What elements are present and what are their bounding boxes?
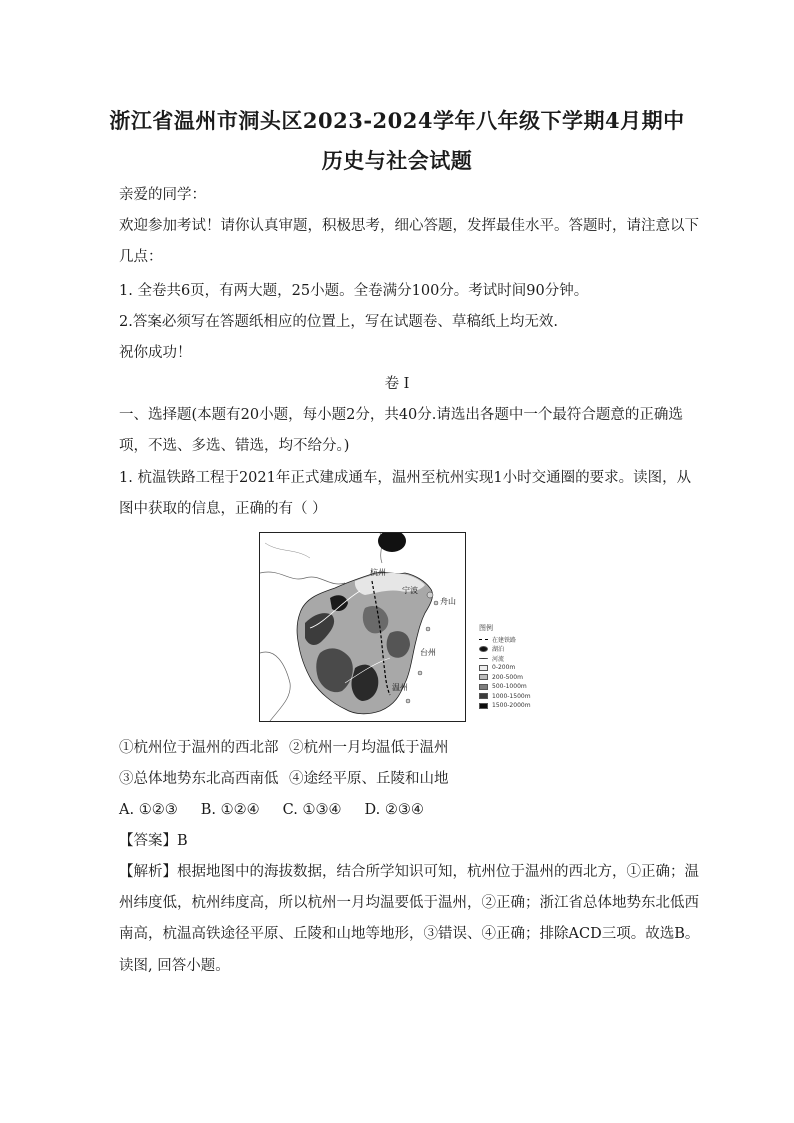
legend-title: 图例 — [479, 624, 493, 632]
section-heading-line-1: 一、选择题(本题有20小题，每小题2分，共40分.请选出各题中一个最符合题意的正确选 — [119, 407, 683, 423]
greeting: 亲爱的同学： — [119, 187, 206, 203]
answer-label: 【答案】B — [119, 833, 188, 849]
analysis-line-2: 州纬度低，杭州纬度高，所以杭州一月均温要低于温州，②正确；浙江省总体地势东北低西 — [119, 895, 699, 911]
map-graphic — [260, 533, 465, 721]
legend-item — [479, 664, 515, 672]
elevation-legend-icon — [479, 665, 488, 671]
legend-item-label: 200-500m — [492, 673, 523, 681]
legend-item-label: 1500-2000m — [492, 702, 531, 709]
elevation-legend-icon — [479, 674, 488, 680]
legend-item-label: 湖泊 — [492, 646, 505, 653]
analysis-line-3: 南高，杭温高铁途径平原、丘陵和山地等地形，③错误、④正确；排除ACD三项。故选B。 — [119, 926, 700, 942]
statement-3: ③总体地势东北高西南低 — [119, 771, 279, 787]
wish: 祝你成功！ — [119, 345, 192, 361]
legend-item-label: 500-1000m — [492, 683, 527, 690]
exam-title-line-2: 历史与社会试题 — [321, 148, 473, 173]
intro-line-2: 几点： — [119, 249, 163, 265]
elevation-legend-icon — [479, 693, 488, 699]
map-label-ningbo: 宁波 — [402, 586, 418, 595]
section-heading-line-2: 项，不选、多选、错选，均不给分。) — [119, 438, 350, 454]
note-1: 1. 全卷共6页，有两大题，25小题。全卷满分100分。考试时间90分钟。 — [119, 283, 589, 299]
map-label-taizhou: 台州 — [420, 648, 436, 657]
legend-item — [479, 635, 516, 643]
legend-item-label: 0-200m — [492, 664, 516, 671]
legend-item-label: 河流 — [492, 655, 505, 663]
analysis-line-1: 【解析】根据地图中的海拔数据，结合所学知识可知，杭州位于温州的西北方，①正确；温 — [119, 864, 699, 880]
map-label-zhoushan: 舟山 — [440, 597, 456, 606]
elevation-legend-icon — [479, 684, 488, 690]
question-1-stem-line-2: 图中获取的信息，正确的有（ ） — [119, 501, 327, 517]
note-2: 2.答案必须写在答题纸相应的位置上，写在试题卷、草稿纸上均无效. — [119, 314, 558, 330]
statement-1: ①杭州位于温州的西北部 — [119, 740, 279, 756]
analysis-line-4: 读图, 回答小题。 — [119, 958, 230, 974]
legend-item — [479, 673, 523, 681]
question-1-stem-line-1: 1. 杭温铁路工程于2021年正式建成通车，温州至杭州实现1小时交通圈的要求。读图，从 — [119, 470, 692, 486]
exam-title-line-1: 浙江省温州市洞头区2023-2024学年八年级下学期4月期中 — [109, 108, 685, 133]
statement-2: ②杭州一月均温低于温州 — [289, 740, 449, 756]
statement-4: ④途经平原、丘陵和山地 — [289, 771, 449, 787]
volume-heading: 卷 I — [384, 376, 410, 392]
elevation-legend-icon — [479, 703, 488, 709]
intro-line-1: 欢迎参加考试！请你认真审题，积极思考，细心答题，发挥最佳水平。答题时，请注意以下 — [119, 218, 699, 234]
legend-item — [479, 683, 527, 691]
legend-item — [479, 654, 504, 662]
legend-item-label: 1000-1500m — [492, 692, 531, 700]
map-label-hangzhou: 杭州 — [370, 568, 386, 577]
legend-item — [479, 702, 531, 710]
answer-options: A. ①②③ B. ①②④ C. ①③④ D. ②③④ — [119, 802, 424, 818]
legend-item — [479, 692, 531, 700]
railway-legend-icon — [479, 639, 488, 640]
river-legend-icon — [479, 658, 488, 659]
zhejiang-elevation-map — [259, 532, 466, 722]
map-label-wenzhou: 温州 — [392, 683, 408, 692]
lake-legend-icon — [479, 646, 488, 652]
legend-item — [479, 645, 504, 653]
legend-item-label: 在建铁路 — [492, 636, 517, 644]
